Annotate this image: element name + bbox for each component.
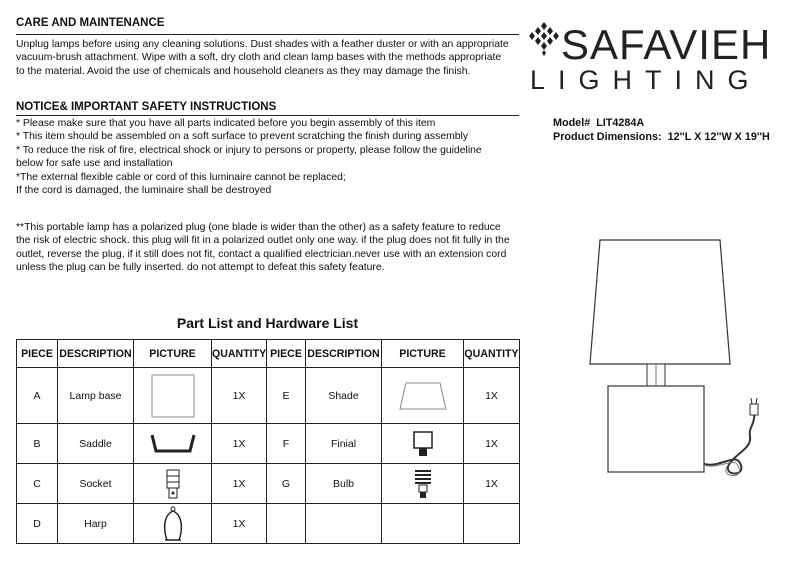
care-line: Unplug lamps before using any cleaning solutions. Dust shades with a feather duster or with an appropriate	[16, 39, 509, 50]
model-label: Model#	[553, 117, 591, 129]
description-cell: Harp	[58, 504, 134, 544]
picture-cell	[134, 424, 212, 464]
picture-cell	[134, 504, 212, 544]
plug-line: the risk of electric shock. this plug will fit in a polarized outlet only one way. if the plug does not fit fully in the	[16, 235, 510, 247]
care-line: to the material. Avoid the use of chemicals and household cleaners as they may damage the finish.	[16, 65, 471, 77]
plug-line: outlet, reverse the plug, if it still does not fit, contact a qualified electrician.never use with an extension cord	[16, 248, 507, 260]
piece-cell: B	[17, 424, 58, 464]
piece-cell: E	[267, 368, 306, 424]
piece-cell: A	[17, 368, 58, 424]
saddle-icon	[148, 431, 198, 457]
table-row	[17, 424, 520, 464]
col-header: PIECE	[17, 340, 58, 368]
piece-cell: C	[17, 464, 58, 504]
finial-icon	[411, 430, 435, 458]
description-cell: Shade	[306, 368, 382, 424]
quantity-cell: 1X	[464, 368, 520, 424]
divider	[16, 34, 519, 35]
col-header: QUANTITY	[212, 340, 267, 368]
lamp-base-icon	[151, 374, 195, 418]
product-info	[553, 116, 770, 144]
brand-subtitle: LIGHTING	[530, 65, 762, 95]
description-cell: Finial	[306, 424, 382, 464]
quantity-cell: 1X	[212, 464, 267, 504]
piece-cell: F	[267, 424, 306, 464]
care-text	[16, 38, 521, 78]
col-header: PIECE	[267, 340, 306, 368]
description-cell: Lamp base	[58, 368, 134, 424]
notice-line: below for safe use and installation	[16, 158, 173, 170]
notice-line: If the cord is damaged, the luminaire shall be destroyed	[16, 185, 272, 197]
parts-table	[16, 339, 520, 544]
picture-cell	[134, 464, 212, 504]
notice-line: * To reduce the risk of fire, electrical shock or injury to persons or property, please follow the guideline	[16, 144, 482, 156]
table-row	[17, 368, 520, 424]
description-cell: Socket	[58, 464, 134, 504]
plug-line: **This portable lamp has a polarized plug (one blade is wider than the other) as a safety feature to reduce	[16, 222, 501, 233]
quantity-cell: 1X	[212, 424, 267, 464]
plug-text	[16, 221, 521, 275]
description-cell	[306, 504, 382, 544]
notice-line: * This item should be assembled on a soft surface to prevent scratching the finish during assembly	[16, 131, 469, 143]
notice-text	[16, 117, 516, 197]
quantity-cell: 1X	[464, 464, 520, 504]
shade-icon	[398, 381, 448, 411]
picture-cell	[134, 368, 212, 424]
table-title: Part List and Hardware List	[176, 315, 359, 331]
divider	[16, 115, 519, 116]
picture-cell	[382, 464, 464, 504]
table-row	[17, 464, 520, 504]
picture-cell	[382, 504, 464, 544]
harp-icon	[158, 506, 188, 542]
col-header: DESCRIPTION	[58, 340, 134, 368]
piece-cell: D	[17, 504, 58, 544]
col-header: QUANTITY	[464, 340, 520, 368]
care-heading: CARE AND MAINTENANCE	[16, 17, 165, 29]
bulb-icon	[412, 468, 434, 500]
dimensions-label: Product Dimensions:	[553, 131, 662, 143]
picture-cell	[382, 424, 464, 464]
model-value: LIT4284A	[596, 117, 645, 129]
table-header-row	[17, 340, 520, 368]
dimensions-value: 12''L X 12''W X 19''H	[667, 131, 770, 143]
notice-line: *The external flexible cable or cord of this luminaire cannot be replaced;	[16, 171, 346, 183]
brand-name: SAFAVIEH	[561, 21, 772, 68]
lamp-illustration-icon	[570, 238, 780, 478]
col-header: PICTURE	[382, 340, 464, 368]
col-header: PICTURE	[134, 340, 212, 368]
picture-cell	[382, 368, 464, 424]
quantity-cell: 1X	[212, 504, 267, 544]
piece-cell	[267, 504, 306, 544]
care-line: vacuum-brush attachment. Wipe with a soft, dry cloth and clean lamp bases with the methods appropriate	[16, 52, 502, 64]
quantity-cell	[464, 504, 520, 544]
table-row	[17, 504, 520, 544]
notice-heading: NOTICE& IMPORTANT SAFETY INSTRUCTIONS	[16, 101, 277, 113]
piece-cell: G	[267, 464, 306, 504]
col-header: DESCRIPTION	[306, 340, 382, 368]
quantity-cell: 1X	[464, 424, 520, 464]
description-cell: Saddle	[58, 424, 134, 464]
plug-line: unless the plug can be fully inserted. do not attempt to defeat this safety feature.	[16, 262, 385, 274]
notice-line: * Please make sure that you have all parts indicated before you begin assembly of this item	[16, 118, 436, 129]
socket-icon	[163, 468, 183, 500]
description-cell: Bulb	[306, 464, 382, 504]
brand-logo-icon	[529, 22, 559, 56]
quantity-cell: 1X	[212, 368, 267, 424]
